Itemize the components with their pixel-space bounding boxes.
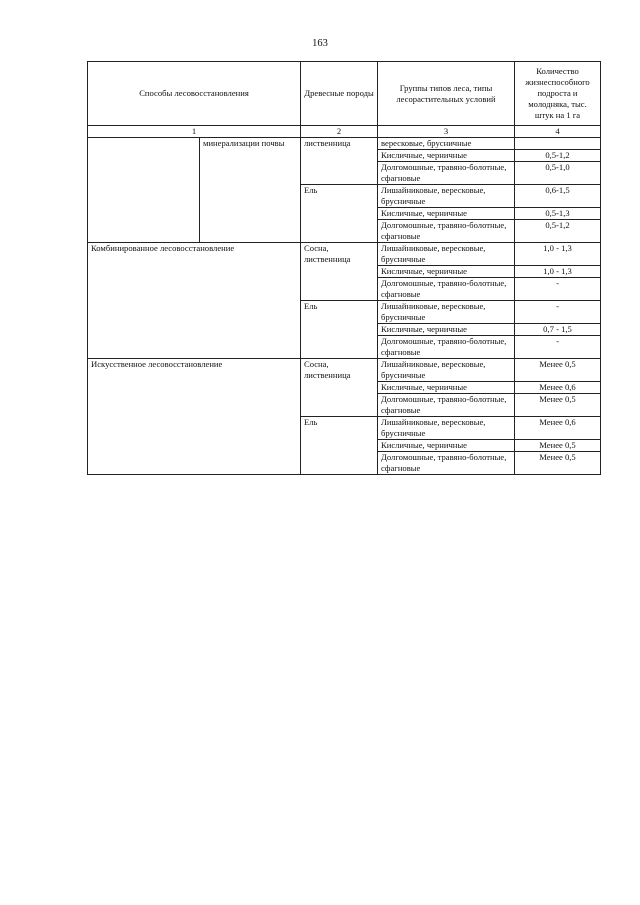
group-cell: Кисличные, черничные	[378, 208, 515, 220]
table-row	[88, 138, 601, 150]
group-cell: Лишайниковые, вересковые, брусничные	[378, 243, 515, 266]
group-cell: Долгомошные, травяно-болотные, сфагновые	[378, 394, 515, 417]
method-cell: Комбинированное лесовосстановление	[88, 243, 301, 359]
method-cell: Искусственное лесовосстановление	[88, 359, 301, 475]
value-cell: 0,5-1,2	[515, 150, 601, 162]
value-cell	[515, 138, 601, 150]
column-number: 3	[378, 126, 515, 138]
value-cell: Менее 0,5	[515, 440, 601, 452]
group-cell: Долгомошные, травяно-болотные, сфагновые	[378, 220, 515, 243]
header-methods: Способы лесовосстановления	[88, 62, 301, 126]
column-number: 1	[88, 126, 301, 138]
group-cell: Долгомошные, травяно-болотные, сфагновые	[378, 162, 515, 185]
value-cell: 0,5-1,2	[515, 220, 601, 243]
value-cell: -	[515, 278, 601, 301]
species-cell: Сосна, лиственница	[301, 359, 378, 417]
value-cell: Менее 0,5	[515, 394, 601, 417]
value-cell: 0,5-1,3	[515, 208, 601, 220]
header-quantity: Количество жизнеспособного подроста и молодняка, тыс. штук на 1 га	[515, 62, 601, 126]
value-cell: Менее 0,5	[515, 359, 601, 382]
method-cell-empty	[88, 138, 200, 243]
table-header-row	[88, 62, 601, 126]
column-numbers-row	[88, 126, 601, 138]
header-groups: Группы типов леса, типы лесорастительных условий	[378, 62, 515, 126]
table-row	[88, 359, 601, 382]
value-cell: Менее 0,6	[515, 382, 601, 394]
sub-method-cell: минерализации почвы	[200, 138, 301, 243]
species-cell: Ель	[301, 185, 378, 243]
group-cell: Кисличные, черничные	[378, 324, 515, 336]
value-cell: Менее 0,5	[515, 452, 601, 475]
group-cell: Кисличные, черничные	[378, 440, 515, 452]
value-cell: 0,7 - 1,5	[515, 324, 601, 336]
group-cell: Кисличные, черничные	[378, 266, 515, 278]
species-cell: Ель	[301, 301, 378, 359]
group-cell: Долгомошные, травяно-болотные, сфагновые	[378, 336, 515, 359]
column-number: 2	[301, 126, 378, 138]
group-cell: Долгомошные, травяно-болотные, сфагновые	[378, 278, 515, 301]
value-cell: -	[515, 301, 601, 324]
value-cell: 1,0 - 1,3	[515, 266, 601, 278]
header-species: Древесные породы	[301, 62, 378, 126]
group-cell: Долгомошные, травяно-болотные, сфагновые	[378, 452, 515, 475]
group-cell: Кисличные, черничные	[378, 150, 515, 162]
group-cell: вересковые, брусничные	[378, 138, 515, 150]
value-cell: 0,6-1,5	[515, 185, 601, 208]
column-number: 4	[515, 126, 601, 138]
forest-regeneration-table	[87, 61, 601, 475]
group-cell: Кисличные, черничные	[378, 382, 515, 394]
species-cell: лиственница	[301, 138, 378, 185]
group-cell: Лишайниковые, вересковые, брусничные	[378, 185, 515, 208]
value-cell: 1,0 - 1,3	[515, 243, 601, 266]
page-number: 163	[312, 38, 328, 49]
value-cell: 0,5-1,0	[515, 162, 601, 185]
species-cell: Сосна, лиственница	[301, 243, 378, 301]
table-row	[88, 243, 601, 266]
group-cell: Лишайниковые, вересковые, брусничные	[378, 301, 515, 324]
value-cell: Менее 0,6	[515, 417, 601, 440]
group-cell: Лишайниковые, вересковые, брусничные	[378, 417, 515, 440]
species-cell: Ель	[301, 417, 378, 475]
value-cell: -	[515, 336, 601, 359]
group-cell: Лишайниковые, вересковые, брусничные	[378, 359, 515, 382]
